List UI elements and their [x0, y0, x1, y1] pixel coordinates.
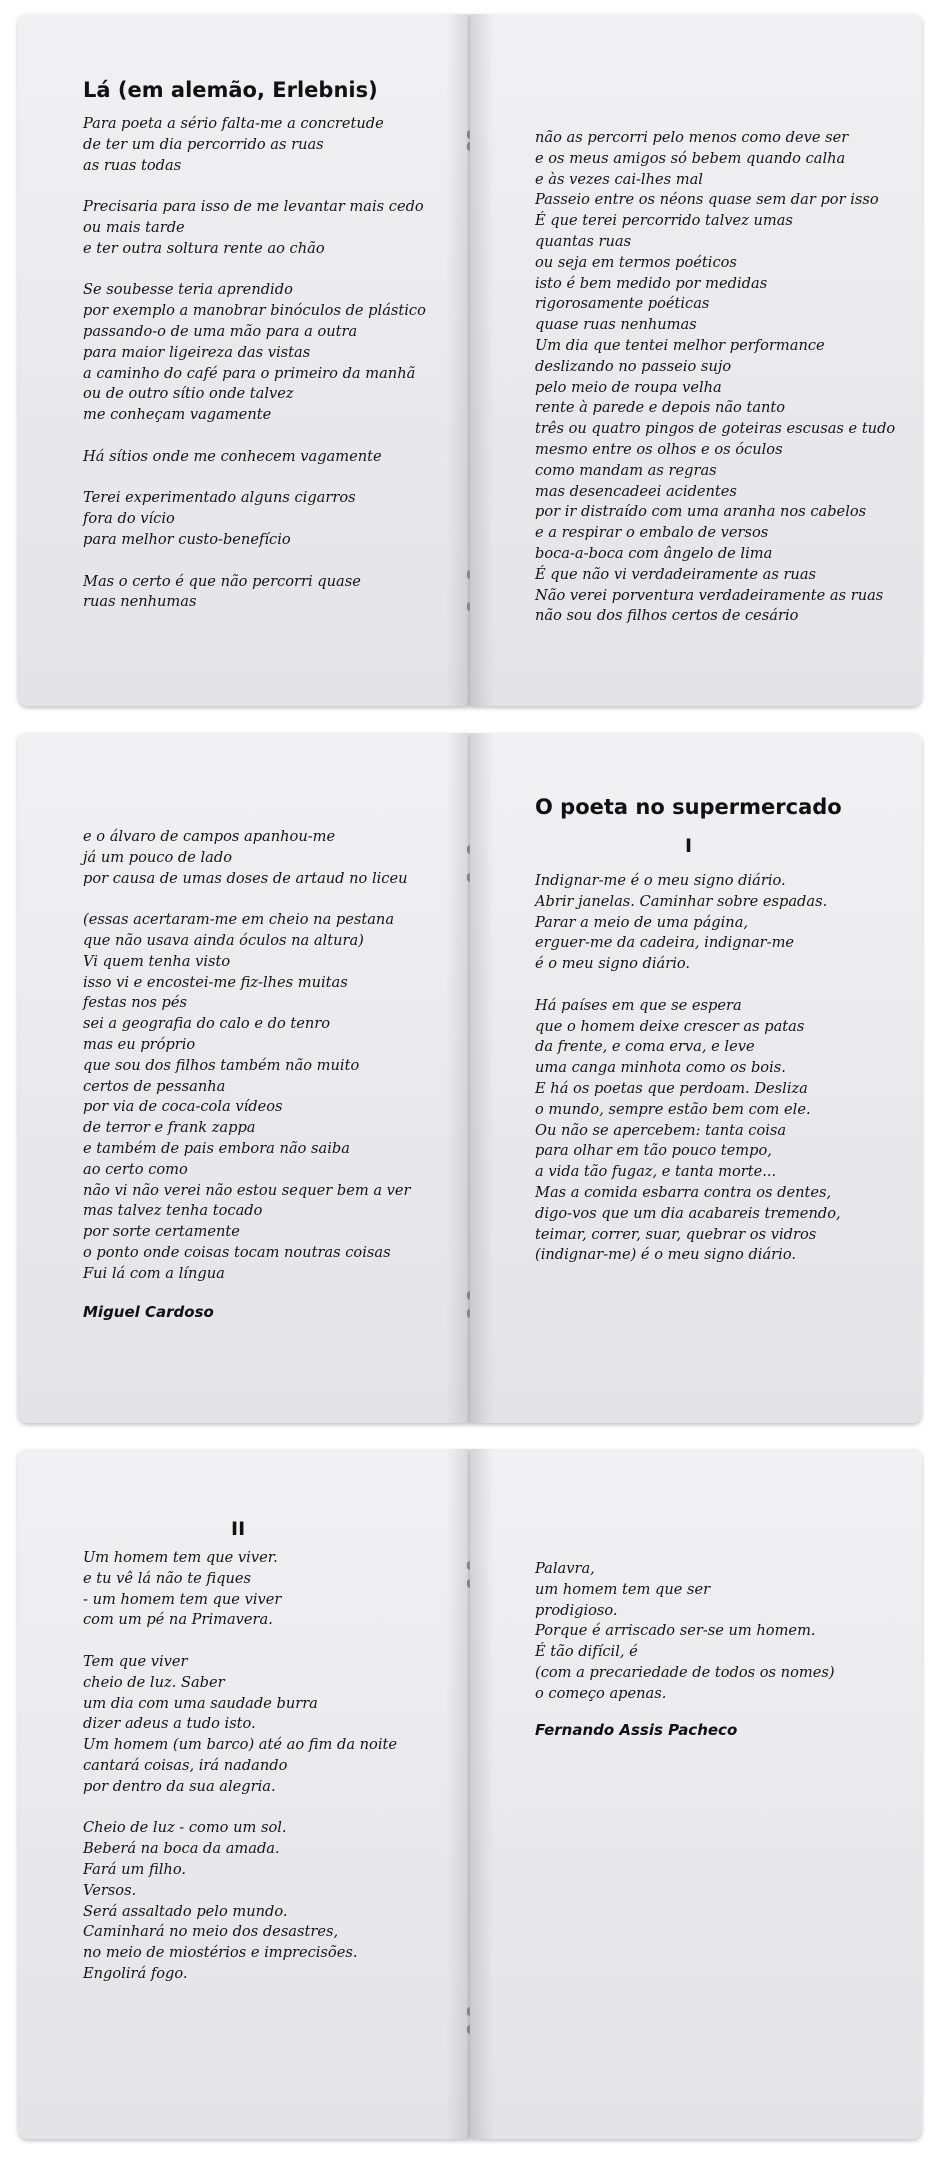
poem-line: Um dia que tentei melhor performance	[535, 336, 825, 354]
poem-line: Um homem (um barco) até ao fim da noite	[83, 1736, 398, 1754]
poem-line: e também de pais embora não saiba	[83, 1139, 350, 1157]
poem-text	[83, 827, 458, 1285]
poem-line: Terei experimentado alguns cigarros	[83, 489, 356, 507]
poem-line: e ter outra soltura rente ao chão	[83, 239, 325, 257]
poem-line: (com a precariedade de todos os nomes)	[535, 1663, 835, 1681]
poem-line: Não verei porventura verdadeiramente as ruas	[535, 586, 884, 604]
right-page	[470, 1449, 922, 2139]
right-page	[470, 733, 922, 1423]
stanza	[535, 996, 910, 1266]
poem-line: e os meus amigos só bebem quando calha	[535, 149, 846, 167]
poem-line: isto é bem medido por medidas	[535, 274, 768, 292]
poem-line: Vi quem tenha visto	[83, 952, 231, 970]
poem-line: não vi não verei não estou sequer bem a ver	[83, 1181, 411, 1199]
poem-line: prodigioso.	[535, 1601, 618, 1619]
stanza	[83, 1548, 458, 1631]
poem-line: um dia com uma saudade burra	[83, 1694, 318, 1712]
poem-line: por via de coca-cola vídeos	[83, 1098, 283, 1116]
stanza	[535, 1559, 910, 1705]
poem-text	[535, 1559, 910, 1705]
poem-line: ao certo como	[83, 1160, 188, 1178]
stanza	[83, 1818, 458, 1984]
poem-line: não sou dos filhos certos de cesário	[535, 607, 799, 625]
poem-line: Versos.	[83, 1881, 137, 1899]
poem-line: Há países em que se espera	[535, 996, 742, 1014]
poem-line: E há os poetas que perdoam. Desliza	[535, 1079, 808, 1097]
poem-line: Caminhará no meio dos desastres,	[83, 1923, 339, 1941]
poem-line: É que não vi verdadeiramente as ruas	[535, 565, 817, 583]
poem-line: me conheçam vagamente	[83, 406, 272, 424]
poem-line: como mandam as regras	[535, 461, 717, 479]
stanza	[83, 197, 458, 259]
poem-line: Fui lá com a língua	[83, 1264, 225, 1282]
poem-line: ou de outro sítio onde talvez	[83, 385, 294, 403]
poem-line: boca-a-boca com ângelo de lima	[535, 544, 773, 562]
poem-line: Para poeta a sério falta-me a concretude	[83, 115, 384, 132]
poem-line: certos de pessanha	[83, 1077, 226, 1095]
poem-line: com um pé na Primavera.	[83, 1611, 273, 1629]
poem-line: Abrir janelas. Caminhar sobre espadas.	[535, 892, 828, 910]
right-page	[470, 14, 922, 706]
poem-line: de ter um dia percorrido as ruas	[83, 135, 324, 153]
poem-text	[535, 128, 910, 627]
poem-line: (indignar-me) é o meu signo diário.	[535, 1246, 796, 1264]
poem-line: Cheio de luz - como um sol.	[83, 1819, 287, 1837]
poem-line: que o homem deixe crescer as patas	[535, 1017, 805, 1035]
poem-line: quantas ruas	[535, 232, 632, 250]
poem-line: rigorosamente poéticas	[535, 295, 710, 313]
book-spread-1	[18, 14, 922, 706]
poem-line: É tão difícil, é	[535, 1643, 638, 1661]
poem-line: teimar, correr, suar, quebrar os vidros	[535, 1225, 817, 1243]
poem-line: o ponto onde coisas tocam noutras coisas	[83, 1243, 391, 1261]
poem-line: dizer adeus a tudo isto.	[83, 1715, 256, 1733]
poem-line: mas talvez tenha tocado	[83, 1202, 263, 1220]
poem-line: Porque é arriscado ser-se um homem.	[535, 1622, 816, 1640]
poem-line: ou mais tarde	[83, 218, 185, 236]
stanza	[83, 1652, 458, 1798]
poem-line: mesmo entre os olhos e os óculos	[535, 440, 783, 458]
stanza	[535, 128, 910, 627]
poem-line: Há sítios onde me conhecem vagamente	[83, 447, 382, 465]
poem-line: Um homem tem que viver.	[83, 1549, 278, 1566]
poem-line: ou seja em termos poéticos	[535, 253, 737, 271]
poem-line: passando-o de uma mão para a outra	[83, 322, 358, 340]
section-numeral: I	[685, 835, 693, 857]
poem-line: Tem que viver	[83, 1652, 188, 1670]
poem-line: de terror e frank zappa	[83, 1119, 256, 1137]
poem-line: por dentro da sua alegria.	[83, 1777, 276, 1795]
poem-line: Mas o certo é que não percorri quase	[83, 572, 361, 590]
left-page	[18, 1449, 470, 2139]
section-numeral: II	[231, 1518, 246, 1540]
poem-line: por causa de umas doses de artaud no liceu	[83, 869, 408, 887]
poem-line: quase ruas nenhumas	[535, 316, 697, 334]
poem-line: não as percorri pelo menos como deve ser	[535, 129, 849, 146]
poem-line: sei a geografia do calo e do tenro	[83, 1015, 331, 1033]
poem-line: Fará um filho.	[83, 1860, 186, 1878]
stanza	[83, 488, 458, 550]
poem-line: ruas nenhumas	[83, 593, 197, 611]
poem-line: digo-vos que um dia acabareis tremendo,	[535, 1204, 841, 1222]
poem-line: para melhor custo-benefício	[83, 530, 291, 548]
poem-line: que não usava ainda óculos na altura)	[83, 931, 364, 949]
poem-line: para olhar em tão pouco tempo,	[535, 1142, 772, 1160]
poem-text	[535, 871, 910, 1266]
poem-line: mas eu próprio	[83, 1035, 196, 1053]
book-spread-2	[18, 733, 922, 1423]
poem-line: Precisaria para isso de me levantar mais cedo	[83, 198, 424, 216]
poem-line: Engolirá fogo.	[83, 1964, 188, 1982]
poem-line: no meio de miostérios e imprecisões.	[83, 1944, 358, 1962]
book-spread-3	[18, 1449, 922, 2139]
poem-title: O poeta no supermercado	[535, 795, 842, 819]
poem-line: a caminho do café para o primeiro da manhã	[83, 364, 416, 382]
poem-line: Palavra,	[535, 1560, 595, 1577]
poem-line: erguer-me da cadeira, indignar-me	[535, 934, 795, 952]
poem-line: o mundo, sempre estão bem com ele.	[535, 1100, 811, 1118]
poem-line: que sou dos filhos também não muito	[83, 1056, 360, 1074]
poem-line: da frente, e coma erva, e leve	[535, 1038, 755, 1056]
poem-line: Mas a comida esbarra contra os dentes,	[535, 1183, 832, 1201]
poem-line: rente à parede e depois não tanto	[535, 399, 786, 417]
poem-line: Ou não se apercebem: tanta coisa	[535, 1121, 787, 1139]
poem-line: Parar a meio de uma página,	[535, 913, 749, 931]
poem-line: cheio de luz. Saber	[83, 1673, 225, 1691]
stanza	[83, 827, 458, 889]
left-page	[18, 14, 470, 706]
poem-text	[83, 114, 458, 613]
poem-line: o começo apenas.	[535, 1684, 667, 1702]
poem-line: a vida tão fugaz, e tanta morte...	[535, 1163, 777, 1181]
poem-line: Beberá na boca da amada.	[83, 1840, 280, 1858]
stanza	[83, 447, 458, 468]
stanza	[83, 572, 458, 614]
stanza	[83, 910, 458, 1284]
poem-line: Se soubesse teria aprendido	[83, 281, 293, 299]
poem-line: Passeio entre os néons quase sem dar por isso	[535, 191, 879, 209]
poem-line: as ruas todas	[83, 156, 182, 174]
poem-text	[83, 1548, 458, 1985]
stanza	[83, 280, 458, 426]
poem-line: e o álvaro de campos apanhou-me	[83, 828, 336, 845]
poem-line: Indignar-me é o meu signo diário.	[535, 872, 786, 889]
poem-line: cantará coisas, irá nadando	[83, 1756, 288, 1774]
poem-line: uma canga minhota como os bois.	[535, 1059, 786, 1077]
poem-line: por ir distraído com uma aranha nos cabelos	[535, 503, 867, 521]
poem-line: e às vezes cai-lhes mal	[535, 170, 703, 188]
poem-line: é o meu signo diário.	[535, 955, 691, 973]
poem-line: festas nos pés	[83, 994, 188, 1012]
stanza	[535, 871, 910, 975]
poem-line: por sorte certamente	[83, 1223, 240, 1241]
poem-line: mas desencadeei acidentes	[535, 482, 737, 500]
author-name: Miguel Cardoso	[83, 1302, 214, 1321]
left-page	[18, 733, 470, 1423]
poem-line: Será assaltado pelo mundo.	[83, 1902, 288, 1920]
poem-line: pelo meio de roupa velha	[535, 378, 722, 396]
poem-line: um homem tem que ser	[535, 1580, 711, 1598]
stanza	[83, 114, 458, 176]
poem-line: três ou quatro pingos de goteiras escusas e tudo	[535, 420, 896, 438]
poem-title: Lá (em alemão, Erlebnis)	[83, 78, 378, 102]
poem-line: para maior ligeireza das vistas	[83, 343, 311, 361]
poem-line: deslizando no passeio sujo	[535, 357, 732, 375]
poem-line: (essas acertaram-me em cheio na pestana	[83, 911, 395, 929]
poem-line: É que terei percorrido talvez umas	[535, 212, 793, 230]
poem-line: isso vi e encostei-me fiz-lhes muitas	[83, 973, 348, 991]
poem-line: e a respirar o embalo de versos	[535, 524, 769, 542]
poem-line: fora do vício	[83, 510, 175, 528]
author-name: Fernando Assis Pacheco	[535, 1720, 738, 1739]
poem-line: já um pouco de lado	[83, 848, 232, 866]
poem-line: e tu vê lá não te fiques	[83, 1569, 251, 1587]
poem-line: - um homem tem que viver	[83, 1590, 282, 1608]
poem-line: por exemplo a manobrar binóculos de plástico	[83, 302, 426, 320]
